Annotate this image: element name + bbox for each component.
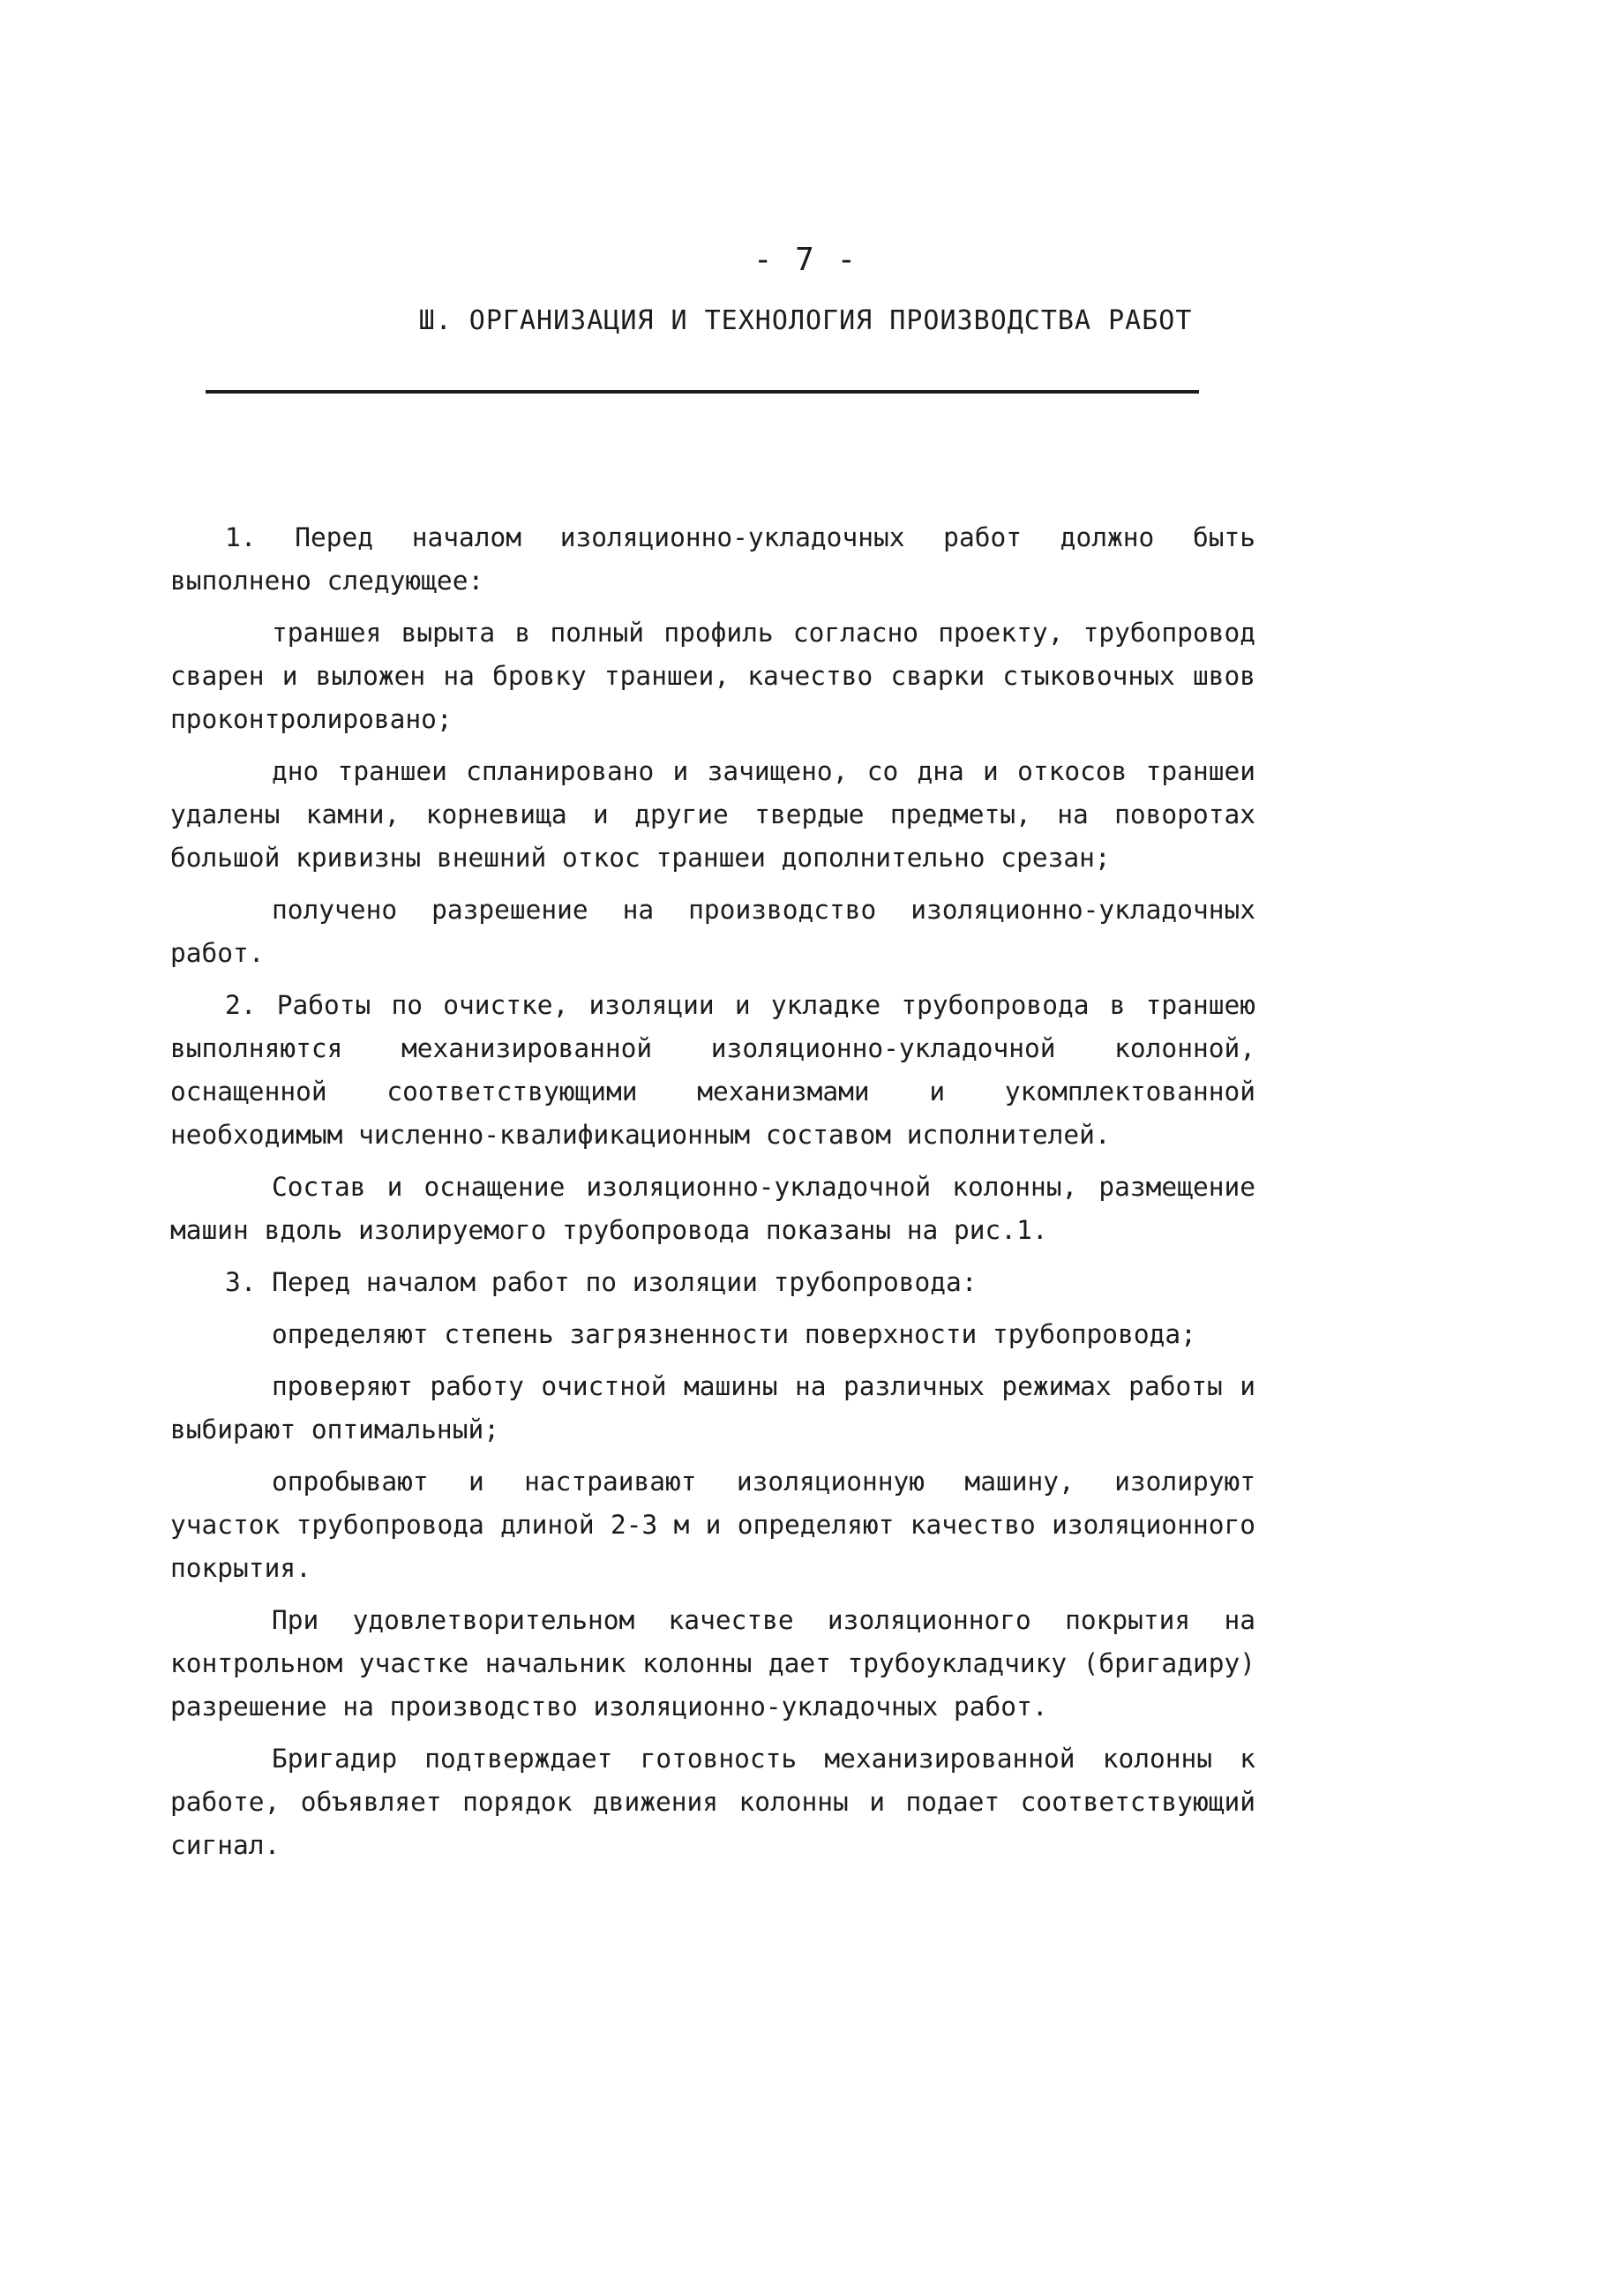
paragraph-quality-ok: При удовлетворительном качестве изоляционного покрытия на контрольном участке начальник колонны дает трубоукладчику (бригадиру) разрешение на производство изоляционно-укладочных работ.	[170, 1605, 1255, 1722]
title-underline	[206, 390, 1199, 394]
page-number: - 7 -	[753, 242, 858, 278]
paragraph-trench-dug: траншея вырыта в полный профиль согласно проекту, трубопровод сварен и выложен на бровку траншеи, качество сварки стыковочных швов проконтролировано;	[170, 618, 1255, 734]
section-title: Ш. ОРГАНИЗАЦИЯ И ТЕХНОЛОГИЯ ПРОИЗВОДСТВА РАБОТ	[418, 305, 1193, 336]
paragraph-cleaning-machine: проверяют работу очистной машины на различных режимах работы и выбирают оптимальный;	[170, 1371, 1255, 1444]
paragraph-column-composition: Состав и оснащение изоляционно-укладочной колонны, размещение машин вдоль изолируемого трубопровода показаны на рис.1.	[170, 1172, 1255, 1245]
paragraph-contamination: определяют степень загрязненности поверхности трубопровода;	[272, 1319, 1196, 1349]
paragraph-permission: получено разрешение на производство изоляционно-укладочных работ.	[170, 895, 1255, 968]
paragraph-insulation-machine: опробывают и настраивают изоляционную машину, изолируют участок трубопровода длиной 2-3 м и определяют качество изоляционного покрытия.	[170, 1467, 1255, 1583]
paragraph-trench-bottom: дно траншеи спланировано и зачищено, со дна и откосов траншеи удалены камни, корневища и другие твердые предметы, на поворотах большой кривизны внешний откос траншеи дополнительно срезан;	[170, 756, 1255, 873]
paragraph-foreman: Бригадир подтверждает готовность механизированной колонны к работе, объявляет порядок движения колонны и подает соответствующий сигнал.	[170, 1744, 1255, 1860]
paragraph-3: 3. Перед началом работ по изоляции трубопровода:	[225, 1267, 978, 1297]
paragraph-1: 1. Перед началом изоляционно-укладочных работ должно быть выполнено следующее:	[170, 522, 1255, 596]
paragraph-2: 2. Работы по очистке, изоляции и укладке трубопровода в траншею выполняются механизированной изоляционно-укладочной колонной, оснащенной соответствующими механизмами и укомплектованной необходимым численно-квалификационным составом исполнителей.	[170, 990, 1255, 1150]
body-text	[170, 516, 1255, 1876]
